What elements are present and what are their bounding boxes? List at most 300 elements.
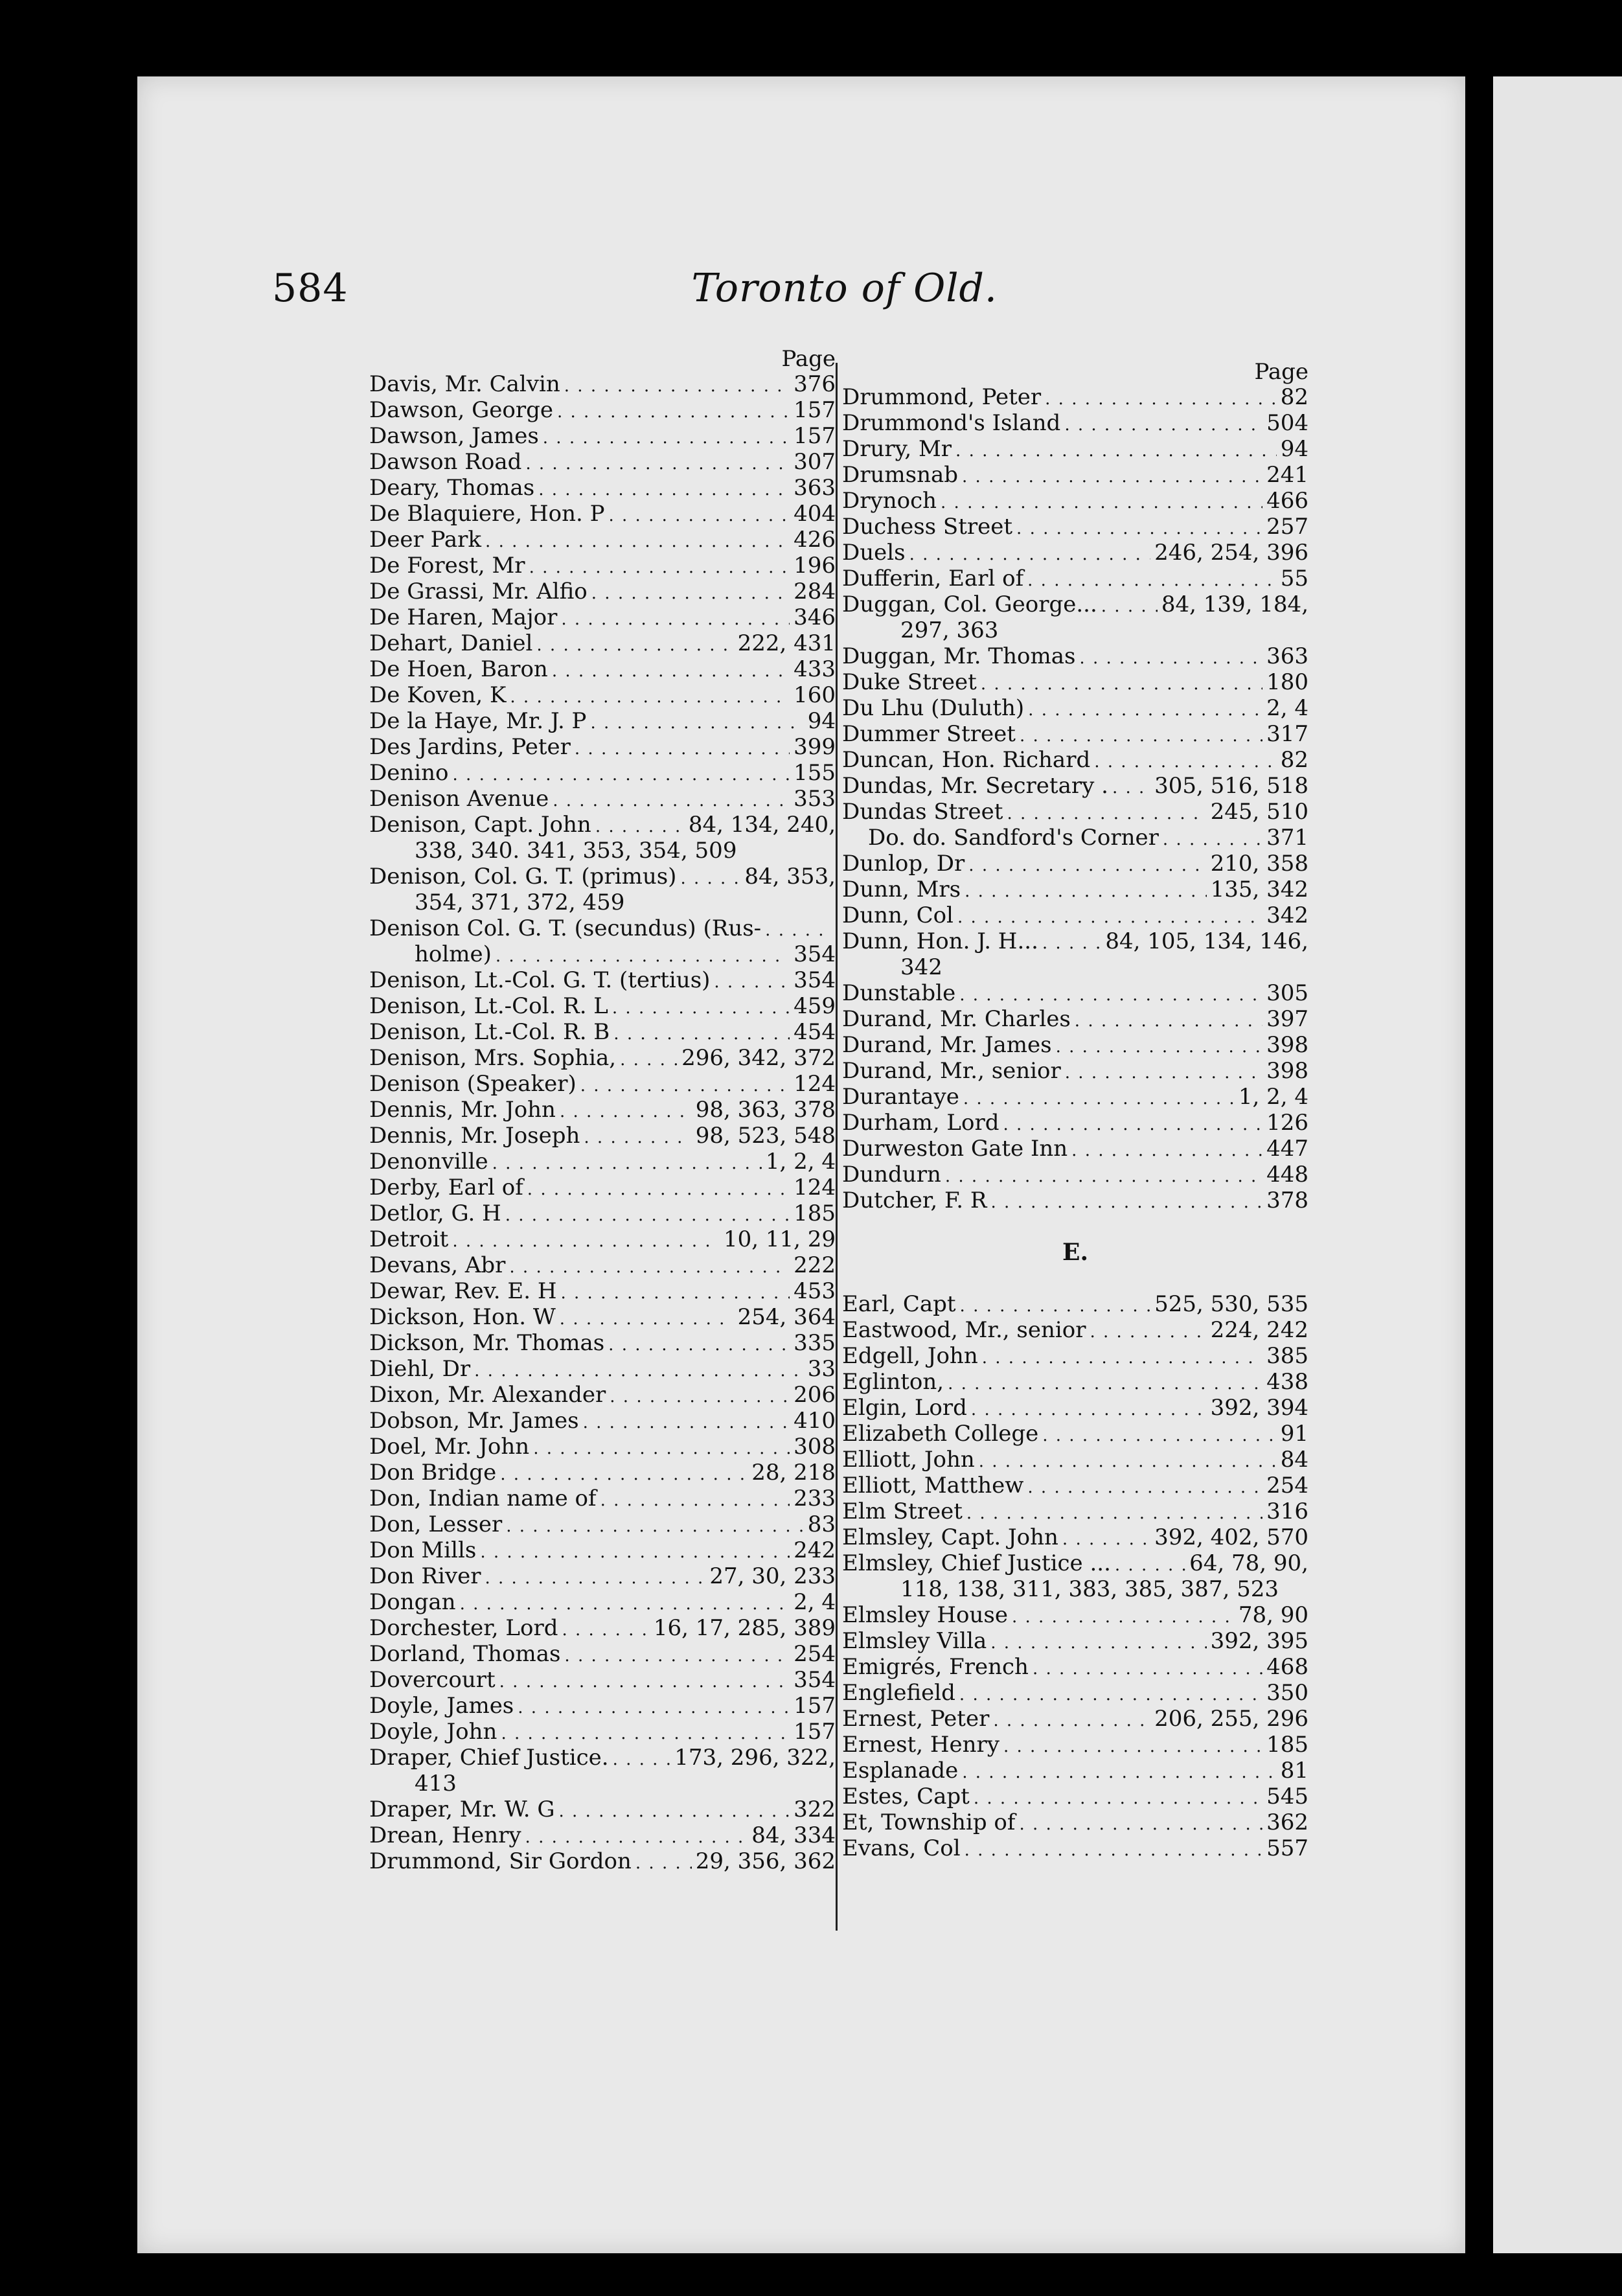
entry-name: Deary, Thomas [369, 475, 535, 501]
entry-name: De Haren, Major [369, 604, 558, 630]
dot-leader [1033, 1654, 1262, 1682]
dot-leader [1003, 1110, 1263, 1138]
entry-pages: 135, 342 [1210, 877, 1308, 902]
index-list-e [842, 1291, 1308, 1861]
entry-name: De Blaquiere, Hon. P [369, 501, 605, 527]
entry-name: Dunn, Mrs [842, 877, 961, 902]
dot-leader [620, 1045, 678, 1073]
dot-leader [966, 1498, 1262, 1526]
dot-leader [1090, 1317, 1206, 1345]
entry-pages: 84 [1280, 1447, 1308, 1473]
dot-leader [909, 540, 1150, 568]
entry-name: Derby, Earl of [369, 1175, 523, 1200]
index-entry [369, 397, 836, 423]
entry-pages: 155 [794, 760, 836, 786]
entry-name: Dummer Street [842, 721, 1016, 747]
entry-name: Drury, Mr [842, 436, 952, 462]
dot-leader [485, 1563, 706, 1591]
dot-leader [1056, 1032, 1262, 1060]
index-entry-continuation: 354, 371, 372, 459 [415, 890, 625, 915]
index-entry [842, 1680, 1308, 1706]
dot-leader [1012, 1602, 1235, 1630]
index-entry [842, 1421, 1308, 1447]
entry-name: Dutcher, F. R [842, 1188, 987, 1213]
index-entry [842, 1654, 1308, 1680]
entry-pages: 94 [1280, 436, 1308, 462]
dot-leader [960, 1291, 1151, 1319]
index-entry [842, 799, 1308, 825]
index-entry [842, 1706, 1308, 1732]
dot-leader [496, 941, 790, 969]
entry-pages: 525, 530, 535 [1154, 1291, 1308, 1317]
entry-name: Esplanade [842, 1758, 959, 1784]
entry-name: Ernest, Peter [842, 1706, 990, 1732]
dot-leader [680, 864, 740, 891]
dot-leader [584, 1123, 691, 1151]
index-entry [369, 682, 836, 708]
entry-name: Denison, Lt.-Col. R. L [369, 993, 608, 1019]
index-entry [842, 773, 1308, 799]
dot-leader [518, 1693, 790, 1721]
index-entry [369, 579, 836, 604]
index-entry [842, 928, 1308, 954]
dot-leader [533, 1434, 790, 1462]
dot-leader [1101, 591, 1158, 619]
dot-leader [591, 579, 790, 606]
entry-name: Denison Col. G. T. (secundus) (Rus- [369, 915, 762, 941]
index-entry [842, 540, 1308, 566]
entry-name: De Hoen, Baron [369, 656, 548, 682]
entry-pages: 245, 510 [1210, 799, 1308, 825]
entry-pages: 82 [1280, 747, 1308, 773]
entry-pages: 354 [794, 967, 836, 993]
dot-leader [1020, 721, 1262, 749]
entry-pages: 322 [794, 1797, 836, 1822]
entry-pages: 124 [794, 1071, 836, 1097]
entry-name: De Forest, Mr [369, 553, 525, 579]
entry-pages: 257 [1266, 514, 1308, 540]
entry-pages: 376 [794, 371, 836, 397]
dot-leader [536, 630, 733, 658]
page-column-label: Page [1254, 359, 1308, 385]
entry-name: Dickson, Hon. W [369, 1304, 556, 1330]
index-entry [369, 501, 836, 527]
index-entry [842, 1447, 1308, 1473]
index-entry [842, 695, 1308, 721]
dot-leader [1027, 1473, 1262, 1500]
dot-leader [492, 1149, 762, 1177]
entry-pages: 160 [794, 682, 836, 708]
entry-name: Dorchester, Lord [369, 1615, 558, 1641]
entry-pages: 504 [1266, 410, 1308, 436]
section-letter-e: E. [1062, 1239, 1088, 1266]
index-list-left [369, 371, 836, 1874]
entry-name: Do. do. Sandford's Corner [868, 825, 1159, 851]
index-entry-continuation [369, 941, 836, 967]
dot-leader [525, 1822, 748, 1850]
entry-name: Drummond, Sir Gordon [369, 1848, 632, 1874]
entry-pages: 385 [1266, 1343, 1308, 1369]
entry-name: Doyle, John [369, 1719, 497, 1745]
index-entry [369, 1382, 836, 1408]
entry-pages: 185 [794, 1200, 836, 1226]
entry-name: Drummond, Peter [842, 384, 1042, 410]
dot-leader [1042, 1421, 1276, 1449]
entry-pages: 466 [1266, 488, 1308, 514]
entry-name: Elliott, John [842, 1447, 975, 1473]
dot-leader [505, 1200, 790, 1228]
entry-pages: 296, 342, 372 [681, 1045, 836, 1071]
index-entry [369, 604, 836, 630]
index-entry [369, 993, 836, 1019]
index-entry [369, 1200, 836, 1226]
entry-name: Doyle, James [369, 1693, 514, 1719]
index-entry [842, 1395, 1308, 1421]
dot-leader [527, 1175, 790, 1202]
entry-pages: 173, 296, 322, [674, 1745, 836, 1771]
entry-pages: 398 [1266, 1058, 1308, 1084]
index-entry [369, 1123, 836, 1149]
entry-name: Elmsley, Capt. John [842, 1524, 1058, 1550]
entry-pages: 392, 402, 570 [1154, 1524, 1308, 1550]
entry-pages: 362 [1266, 1809, 1308, 1835]
entry-pages: 222, 431 [737, 630, 836, 656]
index-entry [369, 1045, 836, 1071]
entry-name: Earl, Capt [842, 1291, 956, 1317]
index-entry [369, 1019, 836, 1045]
entry-name: Durweston Gate Inn [842, 1136, 1068, 1162]
index-entry [842, 514, 1308, 540]
entry-name: Dawson, James [369, 423, 539, 449]
index-entry [369, 1356, 836, 1382]
index-entry [369, 1797, 836, 1822]
entry-pages: 222 [794, 1252, 836, 1278]
entry-pages: 448 [1266, 1162, 1308, 1188]
entry-pages: 98, 363, 378 [695, 1097, 836, 1123]
entry-pages: 305 [1266, 980, 1308, 1006]
index-entry [842, 1317, 1308, 1343]
dot-leader [1079, 643, 1262, 671]
entry-pages: 426 [794, 527, 836, 553]
entry-name: Dewar, Rev. E. H [369, 1278, 557, 1304]
entry-name: Dixon, Mr. Alexander [369, 1382, 606, 1408]
dot-leader [560, 1278, 790, 1306]
entry-name: De Grassi, Mr. Alfio [369, 579, 588, 604]
entry-pages: 254, 364 [737, 1304, 836, 1330]
dot-leader [562, 1615, 649, 1643]
entry-name: Dunn, Col [842, 902, 954, 928]
entry-pages: 2, 4 [1266, 695, 1308, 721]
index-entry [842, 1498, 1308, 1524]
dot-leader [941, 488, 1262, 516]
index-entry [842, 980, 1308, 1006]
index-entry [842, 1110, 1308, 1136]
entry-name: De la Haye, Mr. J. P [369, 708, 587, 734]
index-entry [842, 721, 1308, 747]
index-entry [369, 423, 836, 449]
dot-leader [959, 1680, 1262, 1708]
entry-name: Elmsley House [842, 1602, 1008, 1628]
index-entry [842, 1188, 1308, 1213]
index-entry [369, 967, 836, 993]
entry-pages: 1, 2, 4 [765, 1149, 836, 1175]
entry-pages: 185 [1266, 1732, 1308, 1758]
entry-pages: 557 [1266, 1835, 1308, 1861]
dot-leader [714, 967, 790, 995]
entry-name: Durantaye [842, 1084, 959, 1110]
index-entry [369, 864, 836, 890]
dot-leader [1028, 695, 1262, 723]
dot-leader [1003, 1732, 1262, 1760]
index-entry [369, 527, 836, 553]
dot-leader [552, 656, 790, 684]
index-entry [842, 1343, 1308, 1369]
entry-pages: 242 [794, 1537, 836, 1563]
index-entry [369, 1226, 836, 1252]
index-entry-continuation: 297, 363 [900, 617, 999, 643]
index-entry [369, 475, 836, 501]
index-entry [842, 488, 1308, 514]
index-entry [842, 1473, 1308, 1498]
dot-leader [1071, 1136, 1262, 1164]
entry-name: Durand, Mr., senior [842, 1058, 1061, 1084]
entry-pages: 206 [794, 1382, 836, 1408]
index-entry [842, 1369, 1308, 1395]
entry-name: Dufferin, Earl of [842, 566, 1024, 591]
dot-leader [959, 980, 1262, 1008]
index-column-right [842, 360, 1308, 1861]
index-entry [842, 566, 1308, 591]
entry-name: Detroit [369, 1226, 449, 1252]
entry-name: Durham, Lord [842, 1110, 999, 1136]
index-entry [842, 1006, 1308, 1032]
index-entry [369, 708, 836, 734]
dot-leader [957, 902, 1262, 930]
index-entry [842, 669, 1308, 695]
index-entry [842, 1732, 1308, 1758]
dot-leader [595, 812, 685, 840]
entry-name: Edgell, John [842, 1343, 978, 1369]
entry-name: Denison, Mrs. Sophia, [369, 1045, 617, 1071]
dot-leader [575, 734, 790, 762]
index-entry [369, 1071, 836, 1097]
entry-pages: 363 [1266, 643, 1308, 669]
entry-pages: 399 [794, 734, 836, 760]
entry-name: Dunstable [842, 980, 956, 1006]
entry-pages: 284 [794, 579, 836, 604]
entry-pages: 124 [794, 1175, 836, 1200]
dot-leader [559, 1797, 790, 1824]
entry-name: Denino [369, 760, 449, 786]
entry-name: Evans, Col [842, 1835, 961, 1861]
dot-leader [948, 1369, 1262, 1397]
index-entry [842, 1602, 1308, 1628]
entry-pages: 317 [1266, 721, 1308, 747]
index-entry-continuation: 413 [415, 1771, 457, 1797]
index-entry [842, 1628, 1308, 1654]
dot-leader [990, 1628, 1206, 1656]
entry-pages: 180 [1266, 669, 1308, 695]
entry-pages: 81 [1280, 1758, 1308, 1784]
entry-pages: 438 [1266, 1369, 1308, 1395]
dot-leader [583, 1408, 790, 1436]
facing-page-edge [1493, 76, 1622, 2253]
entry-pages: 459 [794, 993, 836, 1019]
entry-name: Dickson, Mr. Thomas [369, 1330, 605, 1356]
index-entry [369, 1693, 836, 1719]
index-entry-continuation: 338, 340. 341, 353, 354, 509 [415, 838, 737, 864]
dot-leader [955, 436, 1277, 464]
entry-pages: 354 [794, 941, 836, 967]
index-entry [369, 734, 836, 760]
dot-leader [453, 760, 790, 788]
entry-pages: 78, 90 [1238, 1602, 1308, 1628]
entry-name: Durand, Mr. James [842, 1032, 1052, 1058]
entry-name: Davis, Mr. Calvin [369, 371, 560, 397]
entry-pages: 241 [1266, 462, 1308, 488]
dot-leader [452, 1226, 720, 1254]
index-entry [369, 1434, 836, 1460]
index-entry [842, 1809, 1308, 1835]
dot-leader [974, 1784, 1262, 1811]
entry-pages: 363 [794, 475, 836, 501]
dot-leader [982, 1343, 1262, 1371]
index-entry [842, 1136, 1308, 1162]
entry-name: Dehart, Daniel [369, 630, 533, 656]
index-entry [369, 1408, 836, 1434]
entry-pages: 84, 334 [751, 1822, 836, 1848]
entry-name: Estes, Capt [842, 1784, 970, 1809]
entry-name: Eastwood, Mr., senior [842, 1317, 1086, 1343]
entry-name: Duncan, Hon. Richard [842, 747, 1091, 773]
entry-pages: 28, 218 [751, 1460, 836, 1486]
entry-name: Dongan [369, 1589, 456, 1615]
entry-name: Elm Street [842, 1498, 963, 1524]
entry-name: Dorland, Thomas [369, 1641, 561, 1667]
entry-pages: 308 [794, 1434, 836, 1460]
index-entry [369, 1745, 836, 1771]
dot-leader [564, 371, 790, 399]
entry-name: Elgin, Lord [842, 1395, 967, 1421]
entry-name: Duels [842, 540, 906, 566]
dot-leader [963, 1084, 1235, 1112]
index-entry [369, 1278, 836, 1304]
entry-pages: 346 [794, 604, 836, 630]
dot-leader [538, 475, 790, 503]
entry-pages: 84, 134, 240, [688, 812, 836, 838]
index-entry [842, 643, 1308, 669]
dot-leader [1042, 928, 1102, 956]
dot-leader [1016, 514, 1262, 542]
entry-pages: 307 [794, 449, 836, 475]
entry-pages: 64, 78, 90, [1189, 1550, 1308, 1576]
dot-leader [981, 669, 1262, 697]
entry-name: Dunn, Hon. J. H... [842, 928, 1038, 954]
entry-name: Duggan, Col. George... [842, 591, 1097, 617]
dot-leader [561, 604, 790, 632]
page-number: 584 [272, 266, 348, 311]
dot-leader [485, 527, 790, 555]
dot-leader [510, 682, 790, 710]
entry-name: Duke Street [842, 669, 977, 695]
entry-pages: 157 [794, 1719, 836, 1745]
entry-pages: 98, 523, 548 [695, 1123, 836, 1149]
index-entry [369, 1511, 836, 1537]
entry-pages: 1, 2, 4 [1238, 1084, 1308, 1110]
dot-leader [993, 1706, 1150, 1734]
entry-pages: 126 [1266, 1110, 1308, 1136]
dot-leader [580, 1071, 790, 1099]
entry-pages: 84, 139, 184, [1161, 591, 1308, 617]
index-entry [369, 1848, 836, 1874]
entry-name: Englefield [842, 1680, 955, 1706]
index-entry [369, 786, 836, 812]
index-entry [369, 1719, 836, 1745]
index-entry [369, 1252, 836, 1278]
index-entry [369, 1589, 836, 1615]
entry-name: Eglinton, [842, 1369, 944, 1395]
index-entry [369, 1537, 836, 1563]
entry-pages: 55 [1280, 566, 1308, 591]
dot-leader [1075, 1006, 1262, 1034]
index-entry [369, 1486, 836, 1511]
index-entry [369, 1667, 836, 1693]
index-entry [842, 1291, 1308, 1317]
dot-leader [501, 1719, 790, 1747]
entry-pages: 404 [794, 501, 836, 527]
index-entry [842, 1084, 1308, 1110]
entry-pages: 453 [794, 1278, 836, 1304]
entry-pages: 392, 394 [1210, 1395, 1308, 1421]
entry-name: Denison, Lt.-Col. R. B [369, 1019, 610, 1045]
entry-pages: 16, 17, 285, 389 [653, 1615, 836, 1641]
entry-name: Denonville [369, 1149, 488, 1175]
entry-name: Emigrés, French [842, 1654, 1029, 1680]
entry-name: Denison, Capt. John [369, 812, 591, 838]
dot-leader [991, 1188, 1263, 1215]
entry-pages: 94 [807, 708, 836, 734]
entry-pages: 196 [794, 553, 836, 579]
index-entry [369, 1175, 836, 1200]
dot-leader [1064, 410, 1262, 438]
dot-leader [529, 553, 790, 580]
entry-name: Drean, Henry [369, 1822, 521, 1848]
index-entry [369, 630, 836, 656]
dot-leader [499, 1667, 790, 1695]
index-entry [842, 877, 1308, 902]
index-entry [842, 436, 1308, 462]
entry-name: Drynoch [842, 488, 937, 514]
entry-name: Don, Lesser [369, 1511, 503, 1537]
entry-name: Draper, Mr. W. G [369, 1797, 555, 1822]
index-entry [842, 825, 1308, 851]
entry-pages: 342 [1266, 902, 1308, 928]
dot-leader [965, 1835, 1262, 1863]
dot-leader [1163, 825, 1262, 853]
entry-name: Ernest, Henry [842, 1732, 999, 1758]
entry-name: Don River [369, 1563, 481, 1589]
entry-name: Don Mills [369, 1537, 477, 1563]
dot-leader [600, 1486, 790, 1513]
index-entry [842, 1058, 1308, 1084]
dot-leader [1094, 747, 1277, 775]
entry-pages: 254 [794, 1641, 836, 1667]
dot-leader [460, 1589, 790, 1617]
index-entry [369, 1149, 836, 1175]
entry-name: Doel, Mr. John [369, 1434, 530, 1460]
index-entry [369, 1615, 836, 1641]
dot-leader [564, 1641, 790, 1669]
